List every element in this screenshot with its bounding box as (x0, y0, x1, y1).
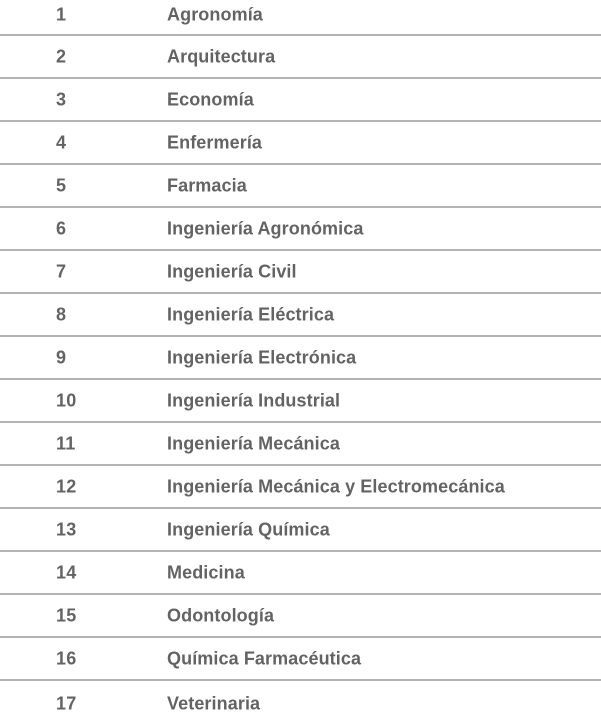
table-row (0, 595, 601, 638)
table-row (0, 36, 601, 79)
career-name: Veterinaria (167, 693, 261, 714)
career-name: Ingeniería Agronómica (167, 218, 364, 238)
table-row (0, 122, 601, 165)
row-number: 2 (56, 46, 67, 66)
row-number: 11 (56, 433, 76, 453)
table-row (0, 251, 601, 294)
career-name: Odontología (167, 605, 275, 625)
row-number: 4 (56, 132, 67, 152)
row-number: 3 (56, 89, 67, 109)
row-number: 8 (56, 304, 67, 324)
career-name: Ingeniería Civil (167, 261, 297, 281)
row-number: 9 (56, 347, 67, 367)
table-row (0, 466, 601, 509)
table-row (0, 0, 601, 36)
row-number: 14 (56, 562, 77, 582)
career-name: Química Farmacéutica (167, 648, 362, 668)
career-name: Farmacia (167, 175, 247, 195)
row-number: 5 (56, 175, 67, 195)
table-row (0, 208, 601, 251)
table-row (0, 509, 601, 552)
career-name: Enfermería (167, 132, 263, 152)
table-row (0, 337, 601, 380)
table-row (0, 294, 601, 337)
career-name: Ingeniería Industrial (167, 390, 341, 410)
career-name: Ingeniería Mecánica (167, 433, 340, 453)
row-number: 7 (56, 261, 67, 281)
career-name: Ingeniería Eléctrica (167, 304, 335, 324)
table-row (0, 552, 601, 595)
table-row (0, 380, 601, 423)
career-name: Economía (167, 89, 254, 109)
table-row (0, 423, 601, 466)
career-name: Agronomía (167, 4, 263, 25)
row-number: 12 (56, 476, 77, 496)
row-number: 10 (56, 390, 77, 410)
career-name: Ingeniería Química (167, 519, 330, 539)
row-number: 16 (56, 648, 77, 668)
table-row (0, 681, 601, 722)
row-number: 17 (56, 693, 77, 714)
career-name: Ingeniería Electrónica (167, 347, 357, 367)
row-number: 15 (56, 605, 77, 625)
row-number: 1 (56, 4, 67, 25)
career-name: Ingeniería Mecánica y Electromecánica (167, 476, 505, 496)
row-number: 6 (56, 218, 67, 238)
table-row (0, 165, 601, 208)
career-name: Arquitectura (167, 46, 276, 66)
table-row (0, 79, 601, 122)
row-number: 13 (56, 519, 77, 539)
table-row (0, 638, 601, 681)
career-name: Medicina (167, 562, 245, 582)
